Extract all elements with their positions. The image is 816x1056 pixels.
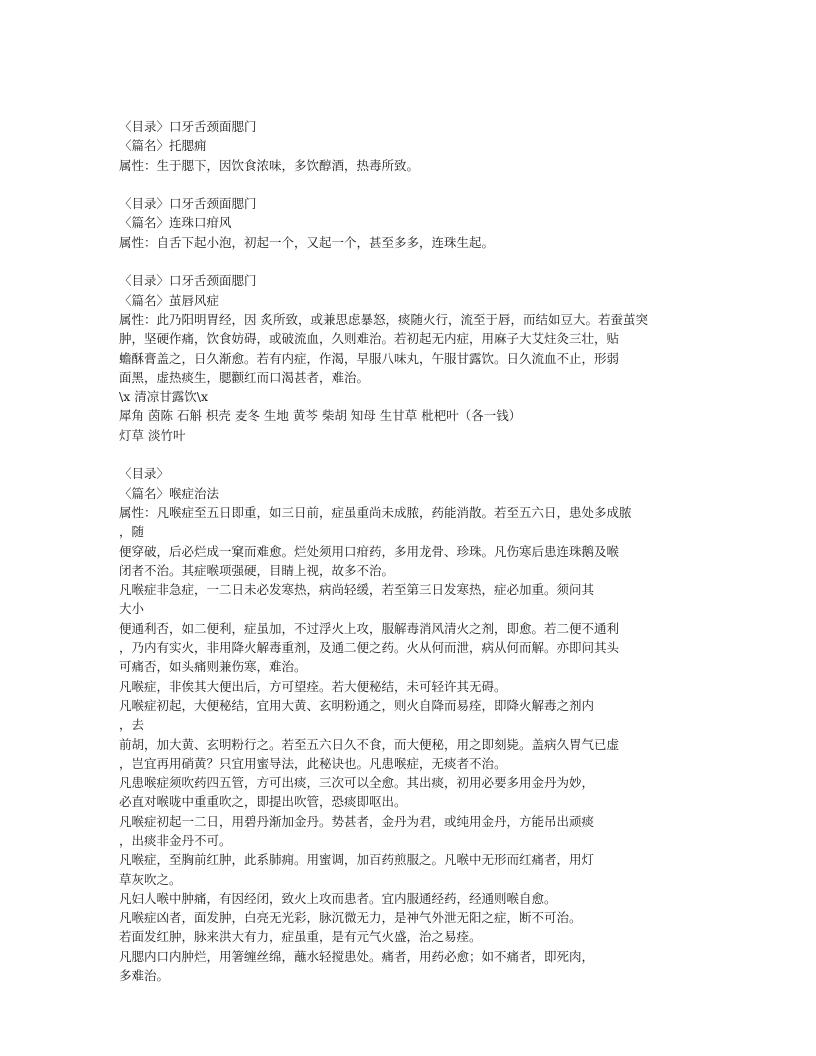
title-line: 〈篇名〉茧唇风症: [119, 292, 220, 308]
body-line: 肿，坚硬作痛，饮食妨碍，或破流血，久则难治。若初起无内症，用麻子大艾炷灸三壮，贴: [119, 331, 620, 347]
body-line: 凡喉症非急症，一二日未必发寒热，病尚轻缓，若至第三日发寒热，症必加重。须问其: [119, 582, 595, 598]
body-line: 凡喉症初起一二日，用碧丹渐加金丹。势甚者，金丹为君，或纯用金丹，方能吊出顽痰: [119, 813, 595, 829]
ingredients-line: 犀角 茵陈 石斛 枳壳 麦冬 生地 黄芩 柴胡 知母 生甘草 枇杷叶（各一钱）: [119, 408, 522, 424]
title-line: 〈篇名〉喉症治法: [119, 485, 220, 501]
body-line: 面黑，虚热痰生，腮颧红而口渴甚者，难治。: [119, 369, 370, 385]
body-line: 闭者不治。其症喉项强硬，目睛上视，故多不治。: [119, 562, 395, 578]
body-line: ，去: [119, 717, 145, 733]
body-line: 大小: [119, 601, 145, 617]
entry-lianzhu: [119, 194, 709, 252]
body-line: ，岂宜再用硝黄？只宜用蜜导法，此秘诀也。凡患喉症，无痰者不治。: [119, 755, 507, 771]
body-line: 可痛否，如头痛则兼伤寒，难治。: [119, 659, 307, 675]
title-line: 〈篇名〉连珠口疳风: [119, 215, 232, 231]
catalog-line: 〈目录〉口牙舌颈面腮门: [119, 273, 257, 289]
entry-houzheng: [119, 464, 709, 985]
attribute-line: 属性：自舌下起小泡，初起一个，又起一个，甚至多多，连珠生起。: [119, 234, 495, 250]
catalog-line: 〈目录〉口牙舌颈面腮门: [119, 119, 257, 134]
catalog-line: 〈目录〉口牙舌颈面腮门: [119, 196, 257, 212]
body-line: 若面发红肿，脉来洪大有力，症虽重，是有元气火盛，治之易痊。: [119, 929, 482, 945]
body-line: ，乃内有实火，非用降火解毒重剂，及通二便之药。火从何而泄，病从何而解。亦即问其头: [119, 640, 620, 656]
body-line: 草灰吹之。: [119, 871, 182, 887]
ingredients-line: 灯草 淡竹叶: [119, 427, 186, 443]
attribute-line: 属性：此乃阳明胃经，因 炙所致，或兼思虑暴怒，痰随火行，流至于唇，而结如豆大。若蚕茧突: [119, 311, 648, 327]
body-line: 凡喉症，至胸前红肿，此系肺痈。用蜜调，加百药煎服之。凡喉中无形而红痛者，用灯: [119, 852, 595, 868]
body-line: 凡喉症初起，大便秘结，宜用大黄、玄明粉通之，则火自降而易痊，即降火解毒之剂内: [119, 697, 595, 713]
body-line: 凡妇人喉中肿痛，有因经闭，致火上攻而患者。宜内服通经药，经通则喉自愈。: [119, 890, 557, 906]
body-line: 蟾酥膏盖之，日久渐愈。若有内症，作渴，早服八味丸，午服甘露饮。日久流血不止，形弱: [119, 350, 620, 366]
body-line: 凡腮内口内肿烂，用箸缠丝绵，蘸水轻搅患处。痛者，用药必愈；如不痛者，即死肉，: [119, 948, 595, 964]
body-line: 必直对喉咙中重重吹之，即提出吹管，恐痰即呕出。: [119, 794, 407, 810]
body-line: ，随: [119, 524, 145, 540]
attribute-line: 属性：凡喉症至五日即重，如三日前，症虽重尚未成脓，药能消散。若至五六日，患处多成脓: [119, 504, 632, 520]
attribute-line: 属性：生于腮下，因饮食浓味，多饮醇酒，热毒所致。: [119, 157, 420, 173]
body-line: 便通利否，如二便利，症虽加，不过浮火上攻，服解毒消风清火之剂，即愈。若二便不通利: [119, 620, 620, 636]
body-line: 前胡，加大黄、玄明粉行之。若至五六日久不食，而大便秘，用之即刻毙。盖病久胃气已虚: [119, 736, 620, 752]
section-gap: [119, 252, 709, 271]
body-line: 便穿破，后必烂成一窠而难愈。烂处须用口疳药，多用龙骨、珍珠。凡伤寒后患连珠鹅及喉: [119, 543, 620, 559]
body-line: 多难治。: [119, 968, 170, 984]
section-gap: [119, 445, 709, 464]
body-line: ，出痰非金丹不可。: [119, 832, 232, 848]
section-gap: [119, 175, 709, 194]
title-line: 〈篇名〉托腮痈: [119, 138, 207, 154]
document-page: [119, 117, 709, 985]
catalog-line: 〈目录〉: [119, 466, 170, 482]
entry-tuosaiyong: [119, 117, 709, 175]
body-line: 凡患喉症须吹药四五管，方可出痰，三次可以全愈。其出痰，初用必要多用金丹为妙，: [119, 775, 595, 791]
body-line: 凡喉症凶者，面发肿，白亮无光彩，脉沉微无力，是神气外泄无阳之症，断不可治。: [119, 910, 582, 926]
entry-jianchunfeng: [119, 271, 709, 445]
body-line: 凡喉症，非俟其大便出后，方可望痊。若大便秘结，未可轻许其无碍。: [119, 678, 507, 694]
formula-name-line: \x 清凉甘露饮\x: [119, 389, 208, 405]
